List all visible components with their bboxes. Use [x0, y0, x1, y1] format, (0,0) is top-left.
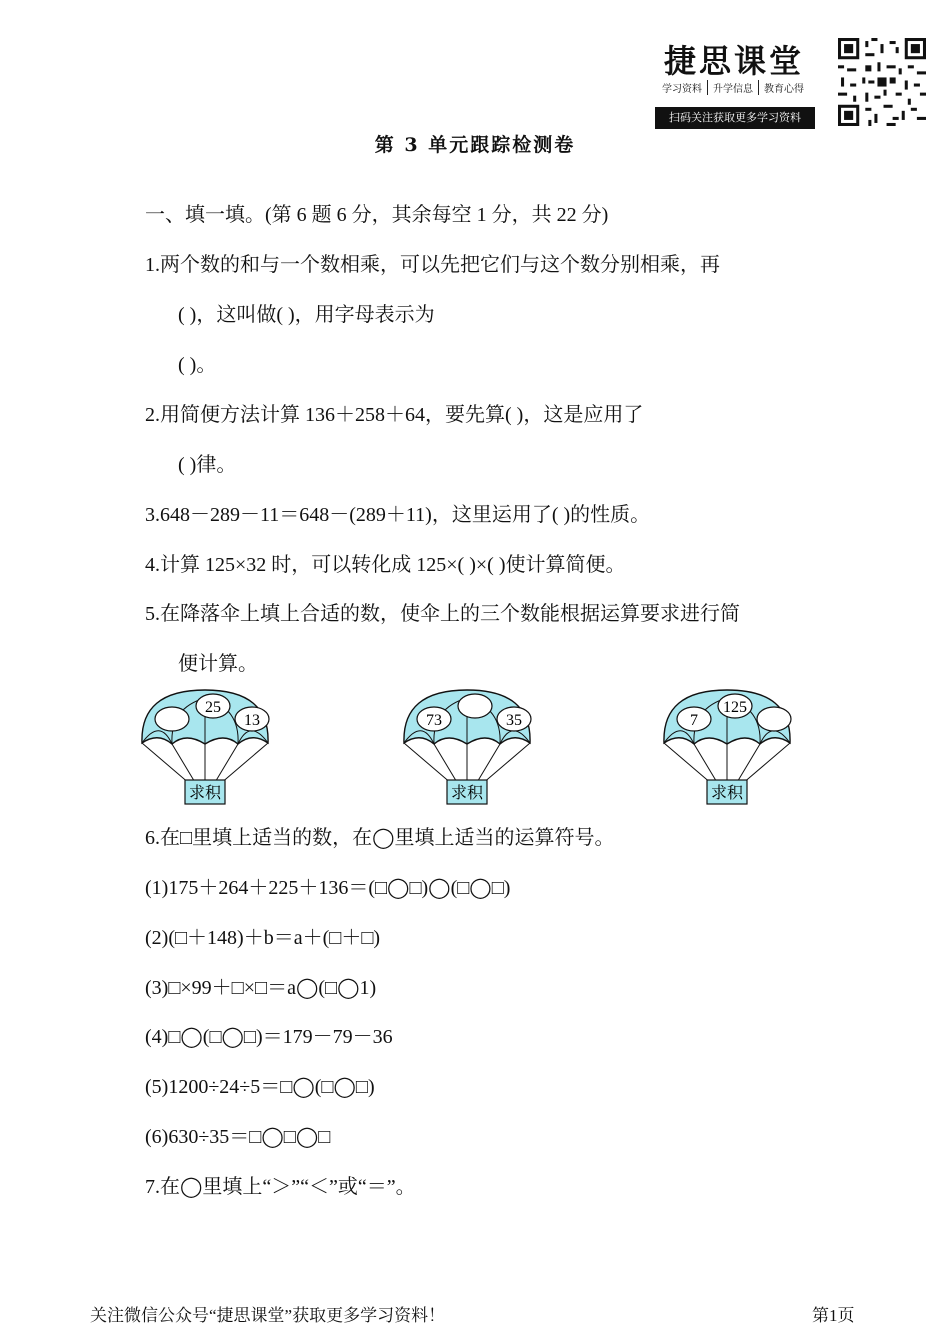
brand-slogan-bar: 扫码关注获取更多学习资料	[655, 107, 815, 129]
question-6-item-3: (3)□×99＋□×□＝a◯(□◯1)	[145, 977, 377, 999]
question-1-line-2: ( )，这叫做( )，用字母表示为	[178, 304, 435, 326]
parachute-3-label: 求积	[710, 783, 744, 802]
question-6-item-2: (2)(□＋148)＋b＝a＋(□＋□)	[145, 927, 381, 949]
page-number: 第1页	[812, 1306, 855, 1325]
question-6-item-6: (6)630÷35＝□◯□◯□	[145, 1126, 331, 1148]
brand-title: 捷思课堂	[664, 42, 805, 80]
question-5-line-1: 5.在降落伞上填上合适的数，使伞上的三个数能根据运算要求进行简	[145, 603, 740, 625]
parachute-2-left-number: 73	[426, 712, 442, 729]
footer-note: 关注微信公众号“捷思课堂”获取更多学习资料！	[90, 1306, 446, 1325]
brand-tag: 学习资料	[657, 80, 708, 95]
question-4: 4.计算 125×32 时，可以转化成 125×( )×( )使计算简便。	[145, 554, 626, 576]
section-heading: 一、填一填。(第 6 题 6 分，其余每空 1 分，共 22 分)	[145, 204, 609, 226]
brand-tag: 教育心得	[764, 84, 804, 95]
page-title: 第 3 单元跟踪检测卷	[374, 134, 576, 156]
parachute-figures	[140, 688, 820, 810]
parachute-3-top-number: 125	[723, 699, 747, 716]
parachute-1-label: 求积	[188, 783, 222, 802]
brand-tags	[657, 80, 809, 95]
parachute-2-label: 求积	[450, 783, 484, 802]
qr-code-icon[interactable]	[838, 38, 926, 126]
question-6-item-1: (1)175＋264＋225＋136＝(□◯□)◯(□◯□)	[145, 877, 511, 899]
parachute-1-top-number: 25	[205, 699, 221, 716]
question-7: 7.在◯里填上“＞”“＜”或“＝”。	[145, 1176, 416, 1198]
question-1-line-3: ( )。	[178, 354, 217, 376]
question-3: 3.648－289－11＝648－(289＋11)，这里运用了( )的性质。	[145, 504, 651, 526]
question-6-intro: 6.在□里填上适当的数，在◯里填上适当的运算符号。	[145, 827, 615, 849]
question-2-line-1: 2.用简便方法计算 136＋258＋64，要先算( )，这是应用了	[145, 404, 644, 426]
parachute-1-right-number: 13	[244, 712, 260, 729]
brand-tag: 升学信息	[708, 80, 759, 95]
parachute-3-left-number: 7	[690, 712, 698, 729]
question-2-line-2: ( )律。	[178, 454, 237, 476]
parachute-2-right-number: 35	[506, 712, 522, 729]
question-6-item-4: (4)□◯(□◯□)＝179－79－36	[145, 1026, 393, 1048]
question-1-line-1: 1.两个数的和与一个数相乘，可以先把它们与这个数分别相乘，再	[145, 254, 720, 276]
question-6-item-5: (5)1200÷24÷5＝□◯(□◯□)	[145, 1076, 375, 1098]
question-5-line-2: 便计算。	[178, 653, 258, 675]
